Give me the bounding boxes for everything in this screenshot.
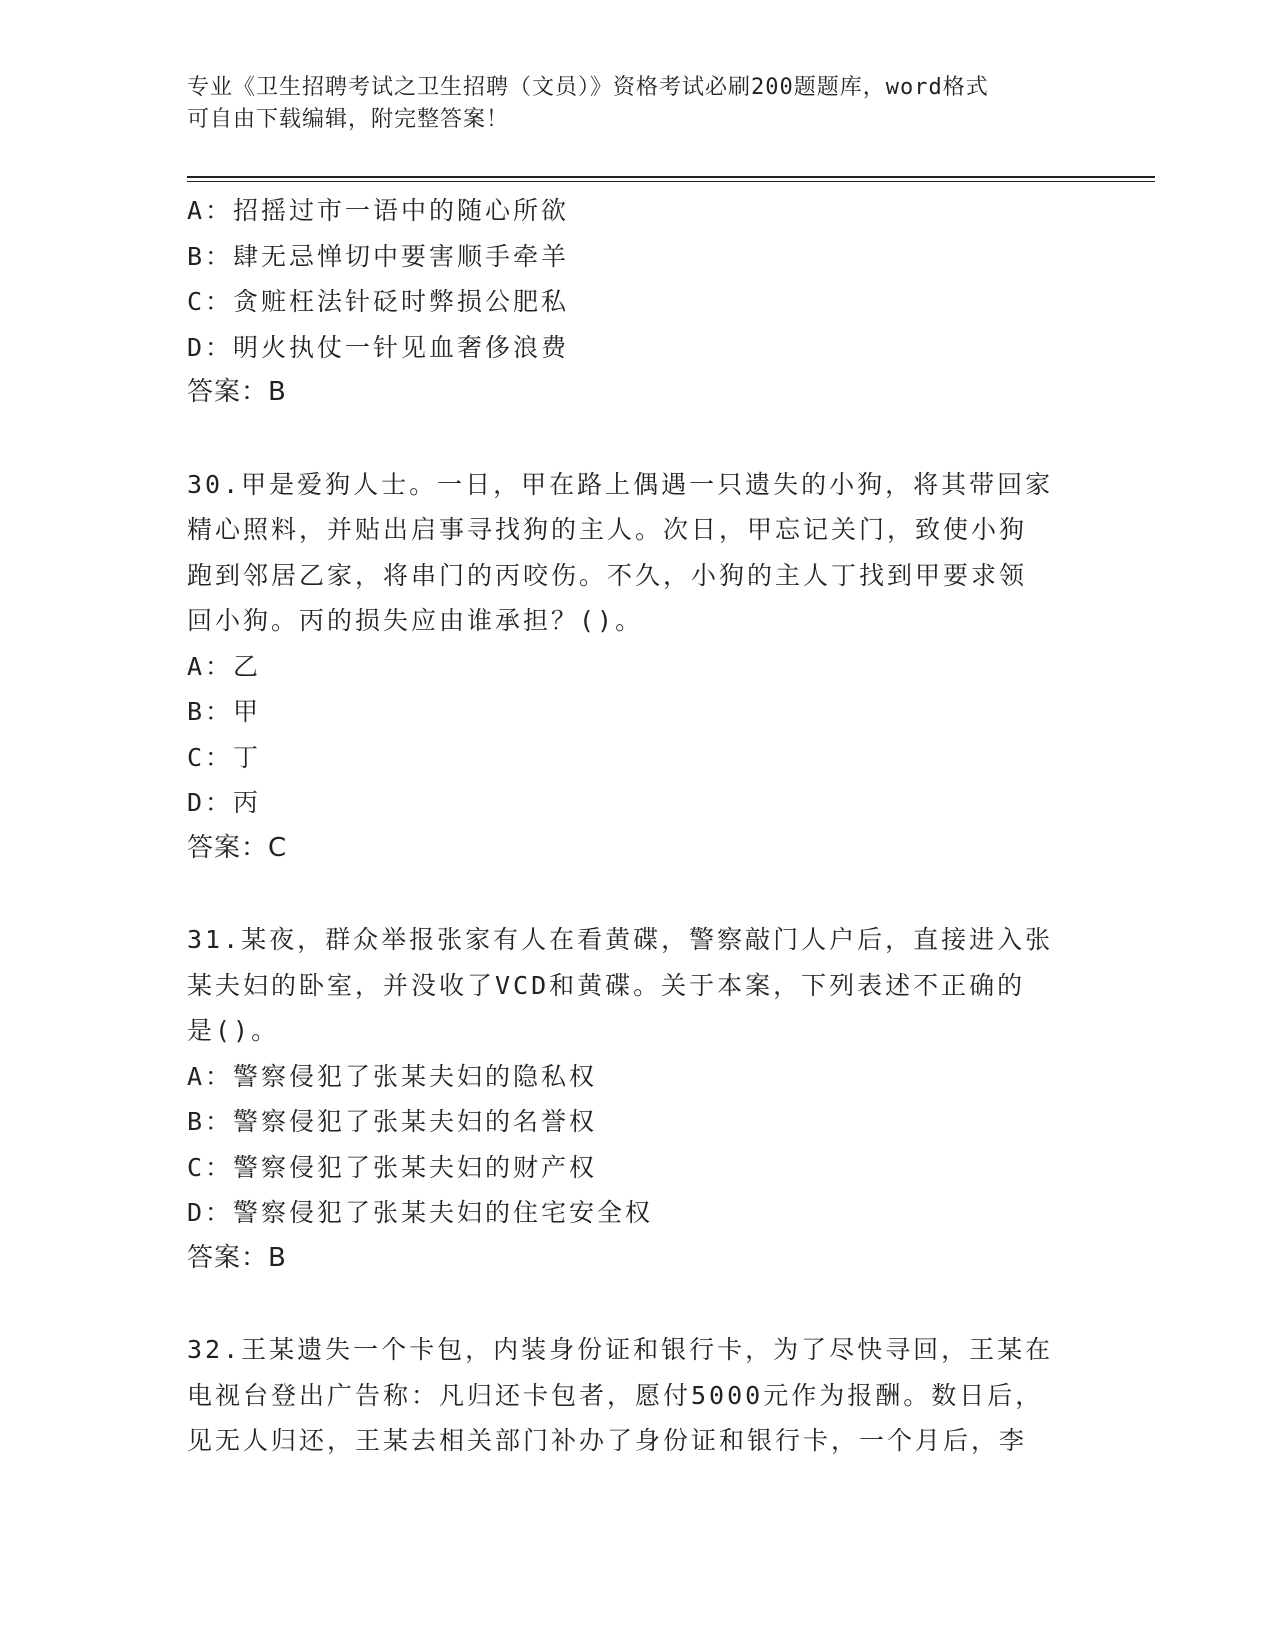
question-text-line: 30.甲是爱狗人士。一日，甲在路上偶遇一只遗失的小狗，将其带回家 bbox=[187, 469, 1054, 499]
option-a: A：警察侵犯了张某夫妇的隐私权 bbox=[187, 1061, 598, 1091]
option-a: A：乙 bbox=[187, 651, 262, 681]
question-text-line: 见无人归还，王某去相关部门补办了身份证和银行卡，一个月后，李 bbox=[187, 1426, 1028, 1455]
header-line-2: 可自由下载编辑，附完整答案！ bbox=[187, 107, 510, 132]
spacer bbox=[187, 1281, 1087, 1327]
option-b: B：甲 bbox=[187, 697, 262, 726]
question-text-line: 跑到邻居乙家，将串门的丙咬伤。不久，小狗的主人丁找到甲要求领 bbox=[187, 560, 1028, 590]
question-text-line: 回小狗。丙的损失应由谁承担？()。 bbox=[187, 606, 644, 635]
option-c: C：贪赃枉法针砭时弊损公肥私 bbox=[187, 287, 570, 316]
question-text-line: 某夫妇的卧室，并没收了VCD和黄碟。关于本案，下列表述不正确的 bbox=[187, 970, 1026, 1000]
document-header bbox=[187, 72, 1067, 136]
option-d: D：警察侵犯了张某夫妇的住宅安全权 bbox=[187, 1198, 654, 1227]
question-31 bbox=[187, 917, 1087, 1281]
question-text-line: 电视台登出广告称：凡归还卡包者，愿付5000元作为报酬。数日后， bbox=[187, 1380, 1044, 1410]
question-text-line: 是()。 bbox=[187, 1016, 280, 1045]
option-d: D：丙 bbox=[187, 788, 262, 817]
option-c: C：警察侵犯了张某夫妇的财产权 bbox=[187, 1152, 598, 1182]
question-29 bbox=[187, 188, 1087, 416]
question-30 bbox=[187, 462, 1087, 872]
option-a: A：招摇过市一语中的随心所欲 bbox=[187, 196, 570, 225]
spacer bbox=[187, 416, 1087, 462]
option-b: B：肆无忌惮切中要害顺手牵羊 bbox=[187, 241, 570, 271]
question-text-line: 31.某夜，群众举报张家有人在看黄碟，警察敲门人户后，直接进入张 bbox=[187, 925, 1054, 954]
question-text-line: 32.王某遗失一个卡包，内装身份证和银行卡，为了尽快寻回，王某在 bbox=[187, 1335, 1054, 1364]
option-b: B：警察侵犯了张某夫妇的名誉权 bbox=[187, 1107, 598, 1136]
option-c: C：丁 bbox=[187, 742, 262, 772]
header-line-1: 专业《卫生招聘考试之卫生招聘（文员）》资格考试必刷200题题库，word格式 bbox=[187, 75, 989, 100]
option-d: D：明火执仗一针见血奢侈浪费 bbox=[187, 332, 570, 362]
spacer bbox=[187, 871, 1087, 917]
question-content bbox=[187, 188, 1087, 1464]
header-divider-thin bbox=[187, 181, 1155, 182]
question-text-line: 精心照料，并贴出启事寻找狗的主人。次日，甲忘记关门，致使小狗 bbox=[187, 515, 1028, 544]
answer: 答案：B bbox=[187, 377, 287, 407]
question-32 bbox=[187, 1327, 1087, 1464]
answer: 答案：C bbox=[187, 832, 288, 863]
header-divider-thick bbox=[187, 176, 1155, 178]
answer: 答案：B bbox=[187, 1242, 287, 1273]
